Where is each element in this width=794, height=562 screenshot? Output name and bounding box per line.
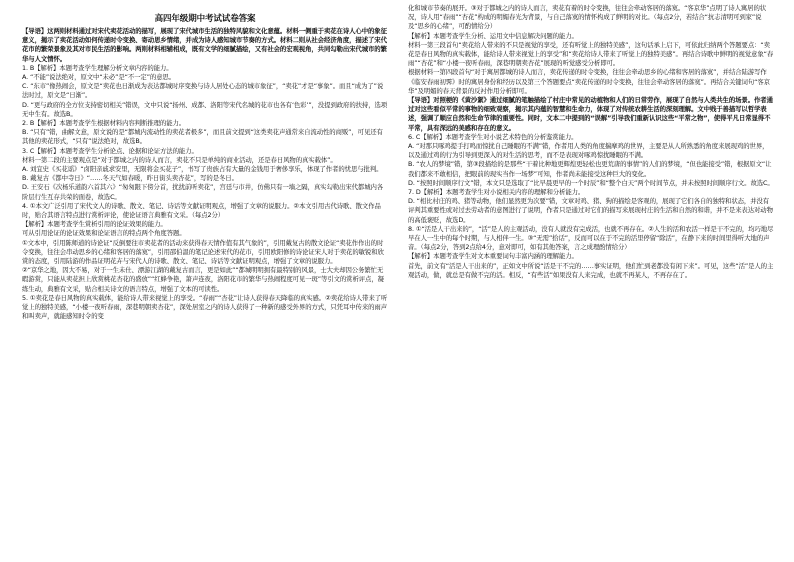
analysis-q5-2: 根据材料一第四段首句“对于寓居都城的诗人而言，卖花传递的时令变换，往往会牵动思乡的心绪和客居的落寞”，并结合陆游写作《临安春雨初霁》时的寓居身份和经历以及第三个答题要点“卖花传递的时令变换，往往会牵动客居的落寞”。再结合关键词句“客京华”及明媚的春天背景的反衬作用分析即可。 bbox=[408, 68, 770, 95]
note-q7-d: D. “相比村庄的鸡、猪等动物，他们显然更为次要”错，文章对鸡、猪、狗的描绘是客观的，展现了它们各自的独特和状态，并没有评判其重要性或对过去劳动者的意图进行了说明，作者只是通过对它们的描写来展现村庄的生活和自然的和谐，并不是来表达对动物的高低褒贬，故选D。 bbox=[408, 197, 773, 224]
note-q1-a: A. “不能”说法绝对，原文中“未必”是“不一定”的意思。 bbox=[22, 73, 176, 82]
analysis-q4: 【解析】本题考查学生赏析引用的论证效果的能力。 bbox=[22, 220, 167, 229]
analysis-q5-1: 材料一第三段首句“卖花给人带来的不只是视觉的享受，还有听觉上的独特美感”，这句话承上启下，可依此归纳两个答题要点：“卖花是春日风物的真实载体，能给诗人带来视觉上的享受”和“卖花给诗人带来了听觉上的独特美感”。再结合诗歌中鲜明的视觉意象“春雨”“杏花”和“小楼一夜听春雨，深巷明朝卖杏花”展现的听觉感受分析即可。 bbox=[408, 40, 774, 68]
note-q2-b: B. “只有”错，曲解文意，原文说的是“都城内流动性的卖花者极多”，而且前文提到“这类卖花声通常来自流动性的商贩”，可见还有其他的卖花形式，“只有”说法绝对，故选B。 bbox=[22, 128, 383, 146]
note-q6-d: D. “按照时间顺序行文”错，本文只是选取了“比早晨更早的一个时辰”和“整个白天”两个时间节点，并未按照时间顺序行文。故选C。 bbox=[408, 178, 774, 187]
answer-q8: 8. ①“活是人干出来的”，“活”是人的主观活动，没有人就没有完成活，也就不再存在。②人生的活和农活一样是干不完的，均巧地尽早在人一生中的每个时期，与人相伴一生。③“无需”拾话”，反而可以在于不完的活里停留“除活”，在静下来的时间里得听大地的声音。（每点2分，答到2点给4分，意对即可，如有其他答案，言之成理酌情给分） bbox=[408, 224, 774, 252]
note-q3-d: D. 王安石《次杨乐道韵六首其六》“匆匆跟下傍分首，扰扰前听卖花”，宫廷与市井，仿佛只有一墙之隔，真实勾勒出宋代都城内各阶层行生互存共荣的面卷，故选C。 bbox=[22, 183, 384, 201]
answer-q3: 3. C【解析】本题考查学生分析论点、论据和论证方法的能力。 bbox=[22, 146, 198, 155]
note-q1-c: C. “东市”像热闹会，原文是“卖花也日渐成为表达都城时序变换与诗人居处心态的城市象征”，“卖花”才是“事象”。而且“成为了”说法时过，原文是“日渐”。 bbox=[22, 82, 384, 100]
note-q3-b: B. 戴复古《都中寺日》“……冬天气如春暖，昨日街头卖杏花”，写的是冬日。 bbox=[22, 174, 238, 183]
note-q6-a: A. “对那只啄鸡提手打鸣而惊扰自己睡眠的不满”错，作者用人类的角度揣摩鸡的世界，主要是从人所熟悉的角度来展现鸡的世界，以及通过鸡的行为引导到更深入的对生活的思考，而不是表现对啄鸡惊扰睡眠的不满。 bbox=[408, 142, 769, 160]
note-q1-d: D. “更与政府的全方位支持密切相关”错误，文中只说“扬州、成都、洛阳等宋代名城的花市也各有‘色彩’”，没提到政府的扶持，选项无中生有。故选B。 bbox=[22, 100, 388, 118]
analysis-q4-2: ②“京华之地，因大不易，对于一生未仕、漂游江湖的戴复古而言，更是如此”“都城明明拥有最特别的风景，士大夫却因公务繁忙无暇游赏，只能从卖花担上欣赏桃花杏花的盛放”“红蜂争艳，箫声连夜，洛阳花市的繁华与热闹程度可见一斑”等引文的赏析评点，凝练生动，典雅有文采，贴合相关诗文的语言特点，增强了文本的可读性。 bbox=[22, 266, 384, 293]
answer-q5: 5. ①卖花是春日风物的真实载体，能给诗人带来视觉上的享受。“春雨”“杏花”让诗人获得春天降临的真实感。②卖花给诗人带来了听觉上的独特美感，“小楼一夜听春雨，深巷明朝卖杏花”，深处居室之内的诗人获得了一种新的感受外界的方式，只凭耳中传来的雨声和叫卖声，就能感知时令的变 bbox=[22, 293, 388, 321]
note-q3-a: A. 刘宜史《买花谣》“卤阳亲戚求安里，无限将金买花子”，书写了贵族占有大量的金钱用于奢侈享乐，体现了作者的忧思与批判。 bbox=[22, 165, 383, 174]
answer-q2: 2. B【解析】本题考查学生根据材料内容判断推理的能力。 bbox=[22, 119, 186, 128]
analysis-q4-1: ①文本中，引用陈师道的诗论证“反倒要往市卖花者的活动来获得春天情作值有其气象的”，引用戴复古的散文论证“卖花作作出的时令变换，往往会串动思乡的心绪和客居的落寞”，引用邵伯温的笔记论述宋代的花市，引用欧阳修的诗论证宋人对于卖花的敏锐和欣赏的态度，引用陆游的作品证明花卉与宋代人的诗歌、散文、笔记、诗话等文献证明观点，增强了文章的说服力。 bbox=[22, 238, 384, 266]
analysis-q8-1: 首先，前文有“活是人干出来的”，正如文中所说“活是干不完的……事实证明，他们忙到老都没有闲下来”。可见，这些“活”是人的主观活动，做，就总是有做不完的活。相反，“有些活”如果没有人来完成，也就不再某人，不再存在了。 bbox=[408, 261, 774, 279]
analysis-q5: 【解析】本题考查学生分析、运用文中信息解决问题的能力。 bbox=[408, 31, 578, 40]
left-column bbox=[22, 14, 388, 322]
analysis-q8: 【解析】本题考查学生对文本重要词句丰富内涵的理解能力。 bbox=[408, 252, 578, 261]
page-title: 高四年级期中考试试卷答案 bbox=[154, 14, 256, 24]
answer-q6: 6. C【解析】本题考查学生对小说艺术特色的分析鉴赏能力。 bbox=[408, 132, 578, 141]
guide-paragraph-2: 【导语】对照梗的《黄沙絮》通过细腻的笔触描绘了村庄中常见的动植物和人们的日常劳作，展现了自然与人类共生的场景。作者通过对这些看似平常的事物的细致观察，揭示其内蕴的智慧和生命力，体现了对传统农耕生活的深刻理解。文中贱于善描写以哲学表述，强调了顺应自然和生命节律的重要性。同时，文本二中提到的“误解”引导我们重新认识这些“平常之物”，使得平凡日常显得不平常，具有深远的美感和存在的意义。 bbox=[408, 96, 773, 132]
answer-q1: 1. B【解析】本题考查学生理解分析文章内容的能力。 bbox=[22, 63, 173, 72]
answer-q5-cont: 化和城市节奏的展开。③对于都城之内的诗人而言，卖花有着的时令变换，往往会牵动客居的落寞。“客京华”点明了诗人寓居的状况，诗人用“春雨”“杏花”构成的明媚春光为背景，与自己落寞的情怀构成了鲜明的对比。（每点2分，若结合“抗志清明可到家”说及“思乡的心绪”，可酌情给分） bbox=[408, 4, 767, 31]
guide-paragraph-1: 【导语】这两则材料通过对宋代卖花活动的描写，展现了宋代城市生活的独特风貌和文化意蕴。材料一侧重于卖花在诗人心中的象征意义，揭示了卖花活动如何传递时令变换、寄动思乡情绪，并成为诗人感知城市节奏的方式。材料二则从社会经济角度，描述了宋代花市的繁荣景象及其对市民生活的影响。两则材料相辅相成，既有文学的细腻描绘，又有社会的宏观视角，共同勾勒出宋代城市的繁华与人文情怀。 bbox=[22, 27, 387, 63]
note-q6-b: B. “农人的梦境”错，第③段描绘的是那些“干着比种地更辉煌更轻松也更荒唐的事情”的人们的梦境，“但也能接受”错，根据原文“让我们都来不敢相信，把眼前的现实当作一场梦”可知，作者尚未能接受这种巨大的变化。 bbox=[408, 160, 772, 178]
answer-q7: 7. D【解析】本题考查学生对小说相关内容的理解和分析能力。 bbox=[408, 188, 585, 197]
right-column bbox=[408, 4, 774, 280]
note-q3-main: 材料一第二段的主要观点是“对于都城之内的诗人而言，卖花不只是单纯的商业活动，还是春日风物的真实载体”。 bbox=[22, 155, 337, 164]
analysis-q4-hint: 可从引用论证的论证效果和论证语言的特点两个角度答题。 bbox=[22, 229, 186, 238]
answer-q4: 4. ①本文广泛引用了宋代文人的诗歌、散文、笔记、诗话等文献证明观点，增强了文章的说服力。②本文引用古代诗歌、散文作品时，贴合其语言特点进行赏析评论，使论证语言典雅有文采。（每点2分） bbox=[22, 201, 381, 220]
